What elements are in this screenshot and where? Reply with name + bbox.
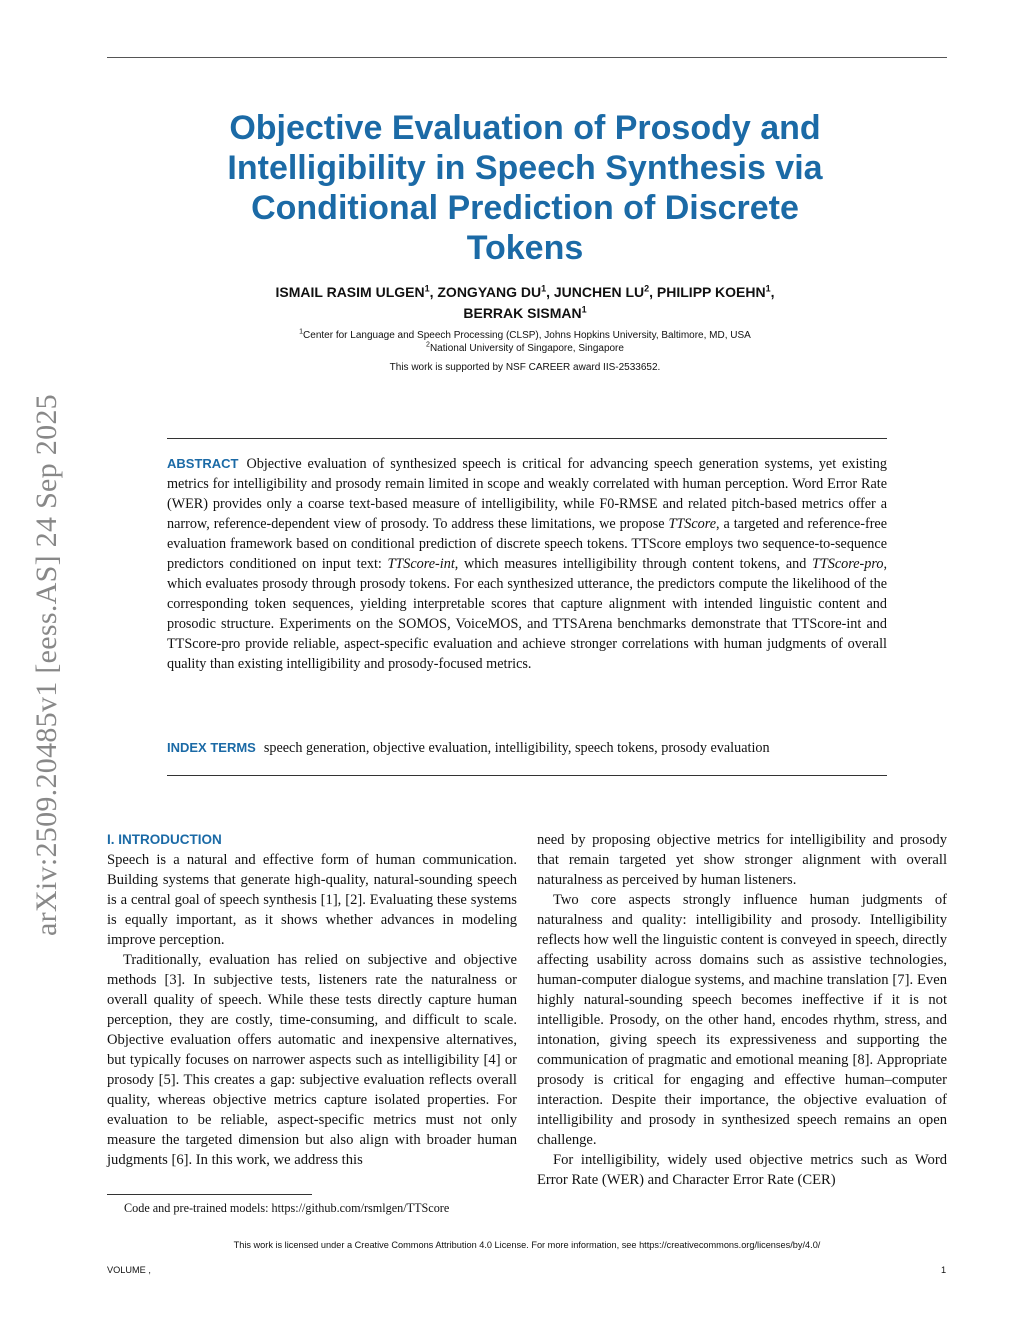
volume-label: VOLUME , (107, 1265, 151, 1275)
license-note: This work is licensed under a Creative Commons Attribution 4.0 License. For more information, see https://creativecommons.org/licenses/by/4.0/ (233, 1240, 821, 1250)
affiliation-1 (190, 329, 860, 342)
author-name: PHILIPP KOEHN (656, 284, 766, 300)
paragraph: need by proposing objective metrics for intelligibility and prosody that remain targeted yet show stronger alignment with overall naturalness as perceived by human listeners. (537, 832, 947, 888)
paragraph: Speech is a natural and effective form of human communication. Building systems that generate high-quality, natural-sounding speech is a central goal of speech synthesis [1], [2]. Evaluating these systems is equally important, as it shows whether advances in modeling improve perception. (107, 852, 517, 948)
index-terms-label: INDEX TERMS (167, 740, 256, 755)
section-heading: I. INTRODUCTION (107, 832, 222, 847)
footnote: Code and pre-trained models: https://github.com/rsmlgen/TTScore (124, 1201, 450, 1215)
abstract-text: Objective evaluation of synthesized speech is critical for advancing speech generation systems, yet existing metrics for intelligibility and prosody remain limited in scope and weakly correlated with human perception. Word Error Rate (WER) provides only a coarse text-based measure of intelligibility, while F0-RMSE and related pitch-based metrics offer a narrow, reference-dependent view of prosody. To address these limitations, we propose (167, 456, 887, 532)
author-affil-sup: 2 (644, 283, 650, 294)
author-affil-sup: 1 (541, 283, 547, 294)
author-sep: , (770, 284, 775, 300)
author-affil-sup: 1 (581, 304, 587, 315)
abstract-top-rule (167, 438, 887, 439)
paper-title: Objective Evaluation of Prosody and Intelligibility in Speech Synthesis via Conditional Prediction of Discrete Tokens (227, 109, 823, 267)
abstract-term: TTScore-int (387, 556, 455, 572)
author-affil-sup: 1 (765, 283, 771, 294)
affil-text: National University of Singapore, Singapore (429, 343, 624, 354)
author-name: ZONGYANG DU (437, 284, 542, 300)
right-column (537, 830, 947, 1190)
author-name: BERRAK SISMAN (463, 305, 582, 321)
abstract-bottom-rule (167, 775, 887, 776)
index-terms-text: speech generation, objective evaluation, intelligibility, speech tokens, prosody evaluation (263, 740, 770, 756)
paragraph: For intelligibility, widely used objective metrics such as Word Error Rate (WER) and Character Error Rate (CER) (537, 1152, 947, 1188)
affiliation-2 (190, 342, 860, 355)
funding-note: This work is supported by NSF CAREER award IIS-2533652. (389, 362, 661, 373)
author-sep: , (429, 284, 438, 300)
affil-text: Center for Language and Speech Processing (CLSP), Johns Hopkins University, Baltimore, MD, USA (303, 330, 751, 341)
paragraph: Traditionally, evaluation has relied on subjective and objective methods [3]. In subjective tests, listeners rate the naturalness or overall quality of speech. While these tests directly capture human perception, they are costly, time-consuming, and difficult to scale. Objective evaluation offers automatic and inexpensive alternatives, but typically focuses on narrower aspects such as intelligibility [4] or prosody [5]. This creates a gap: subjective evaluation reflects overall quality, whereas objective metrics capture isolated properties. For evaluation to be reliable, aspect-specific metrics must not only measure the targeted dimension but also align with broader human judgments [6]. In this work, we address this (107, 952, 517, 1168)
arxiv-stamp: arXiv:2509.20485v1 [eess.AS] 24 Sep 2025 (30, 394, 63, 936)
author-name: JUNCHEN LU (553, 284, 645, 300)
abstract-label: ABSTRACT (167, 456, 239, 471)
author-sep: , (546, 284, 554, 300)
page-number: 1 (941, 1265, 947, 1275)
abstract-term: TTScore (668, 516, 717, 532)
header-rule (107, 57, 947, 58)
abstract-term: TTScore-pro (811, 556, 884, 572)
paragraph: Two core aspects strongly influence human judgments of naturalness and quality: intelligibility and prosody. Intelligibility reflects how well the linguistic content is conveyed in speech, directly affecting usability across domains such as assistive technologies, human-computer dialogue systems, and machine translation [7]. Even highly natural-sounding speech becomes ineffective if it is not intelligible. Prosody, on the other hand, encodes rhythm, stress, and intonation, giving speech its expressiveness and supporting the communication of pragmatic and emotional meaning [8]. Appropriate prosody is critical for engaging and effective human–computer interaction. Despite their importance, the objective evaluation of intelligibility and prosody in synthesized speech remains an open challenge. (537, 892, 947, 1148)
abstract-text: , which evaluates prosody through prosody tokens. For each synthesized utterance, the predictors compute the likelihood of the corresponding token sequences, yielding interpretable scores that capture alignment with intended linguistic content and prosodic structure. Experiments on the SOMOS, VoiceMOS, and TTSArena benchmarks demonstrate that TTScore-int and TTScore-pro provide reliable, aspect-specific evaluation and achieve stronger correlations with human judgments of overall quality than existing intelligibility and prosody-focused metrics. (167, 556, 887, 672)
abstract-text: , a targeted and reference-free evaluation framework based on conditional prediction of discrete speech tokens. TTScore employs two sequence-to-sequence predictors conditioned on input text: (167, 516, 888, 572)
abstract (167, 454, 887, 674)
author-name: ISMAIL RASIM ULGEN (275, 284, 425, 300)
affil-sup: 2 (426, 341, 430, 349)
footnote-rule (107, 1194, 312, 1195)
author-affil-sup: 1 (424, 283, 430, 294)
author-sep: , (649, 284, 657, 300)
left-column (107, 830, 517, 1170)
index-terms (167, 738, 887, 758)
author-line-1 (190, 282, 860, 303)
author-list (190, 282, 860, 324)
affil-sup: 1 (299, 328, 304, 336)
author-line-2 (190, 303, 860, 324)
abstract-text: , which measures intelligibility through content tokens, and (454, 556, 812, 572)
